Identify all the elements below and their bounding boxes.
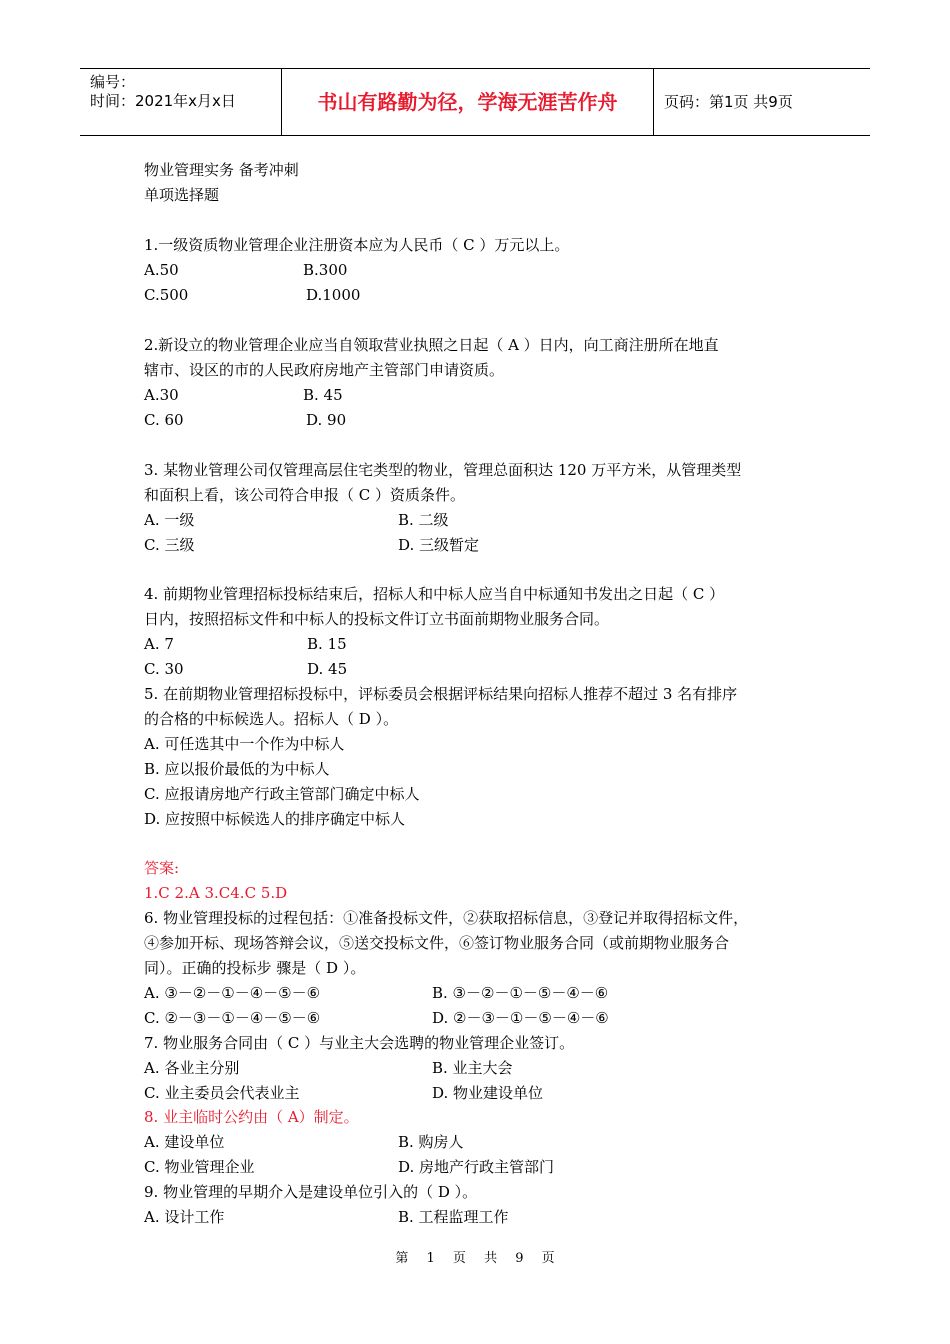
- time-label: 时间：2021年x月x日: [90, 92, 236, 110]
- option: B. 15: [307, 635, 347, 653]
- question-stem: 3. 某物业管理公司仅管理高层住宅类型的物业，管理总面积达 120 万平方米，从管理类型: [144, 461, 742, 479]
- question-stem: 的合格的中标候选人。招标人（ D ）。: [144, 710, 399, 728]
- footer-text: 第: [395, 1251, 409, 1266]
- question-stem: 8. 业主临时公约由（ A）制定。: [144, 1108, 359, 1126]
- option: D.1000: [306, 286, 361, 304]
- option: B. 工程监理工作: [398, 1208, 509, 1226]
- option: A. 设计工作: [144, 1208, 225, 1226]
- option: C. 三级: [144, 536, 195, 554]
- option: B. 二级: [398, 511, 449, 529]
- header-meta: [80, 69, 282, 135]
- footer-text: 共: [484, 1251, 498, 1266]
- question-stem: 6. 物业管理投标的过程包括：①准备投标文件，②获取招标信息，③登记并取得招标文件，: [144, 909, 749, 927]
- section-title: 单项选择题: [144, 186, 220, 204]
- option: D. 90: [306, 411, 347, 429]
- option: C. 物业管理企业: [144, 1158, 255, 1176]
- question-stem: 同）。正确的投标步 骤是（ D ）。: [144, 959, 366, 977]
- option: C. 30: [144, 660, 184, 678]
- footer-total-pages: 9: [515, 1251, 524, 1266]
- option: C. 应报请房地产行政主管部门确定中标人: [144, 785, 420, 803]
- question-stem: 2.新设立的物业管理企业应当自领取营业执照之日起（ A ）日内，向工商注册所在地直: [144, 336, 719, 354]
- option: D. 应按照中标候选人的排序确定中标人: [144, 810, 406, 828]
- document-header: [80, 68, 870, 136]
- option: A. 各业主分别: [144, 1059, 240, 1077]
- option: C. 60: [144, 411, 184, 429]
- option: B. 业主大会: [432, 1059, 513, 1077]
- option: C.500: [144, 286, 189, 304]
- doc-title: 物业管理实务 备考冲刺: [144, 161, 299, 179]
- option: A. ③－②－①－④－⑤－⑥: [144, 984, 321, 1002]
- option: B. ③－②－①－⑤－④－⑥: [432, 984, 609, 1002]
- option: B. 45: [303, 386, 343, 404]
- number-label: 编号：: [90, 73, 136, 91]
- option: A. 一级: [144, 511, 195, 529]
- question-stem: 1.一级资质物业管理企业注册资本应为人民币（ C ）万元以上。: [144, 236, 570, 254]
- option: A. 建设单位: [144, 1133, 225, 1151]
- option: A.50: [144, 261, 179, 279]
- option: A. 可任选其中一个作为中标人: [144, 735, 345, 753]
- footer-text: 页: [452, 1251, 466, 1266]
- question-stem: 7. 物业服务合同由（ C ）与业主大会选聘的物业管理企业签订。: [144, 1034, 575, 1052]
- option: D. 45: [307, 660, 348, 678]
- page-footer: [0, 1247, 950, 1266]
- option: C. 业主委员会代表业主: [144, 1084, 300, 1102]
- answers-label: 答案:: [144, 859, 180, 877]
- footer-current-page: 1: [426, 1251, 435, 1266]
- answers-text: 1.C 2.A 3.C4.C 5.D: [144, 884, 288, 902]
- option: D. ②－③－①－⑤－④－⑥: [432, 1009, 609, 1027]
- question-stem: 日内，按照招标文件和中标人的投标文件订立书面前期物业服务合同。: [144, 610, 610, 628]
- header-motto: 书山有路勤为径，学海无涯苦作舟: [282, 69, 654, 135]
- option: A. 7: [144, 635, 174, 653]
- question-stem: 4. 前期物业管理招标投标结束后，招标人和中标人应当自中标通知书发出之日起（ C ）: [144, 585, 725, 603]
- footer-text: 页: [541, 1251, 555, 1266]
- option: C. ②－③－①－④－⑤－⑥: [144, 1009, 321, 1027]
- question-stem: 5. 在前期物业管理招标投标中，评标委员会根据评标结果向招标人推荐不超过 3 名有排序: [144, 685, 738, 703]
- question-stem: 辖市、设区的市的人民政府房地产主管部门申请资质。: [144, 361, 505, 379]
- option: B. 应以报价最低的为中标人: [144, 760, 330, 778]
- question-stem: ④参加开标、现场答辩会议，⑤送交投标文件，⑥签订物业服务合同（或前期物业服务合: [144, 934, 730, 952]
- question-stem: 9. 物业管理的早期介入是建设单位引入的（ D ）。: [144, 1183, 478, 1201]
- option: D. 物业建设单位: [432, 1084, 544, 1102]
- header-page-info: 页码：第1页 共9页: [664, 93, 793, 111]
- option: D. 三级暂定: [398, 536, 480, 554]
- option: B.300: [303, 261, 348, 279]
- option: D. 房地产行政主管部门: [398, 1158, 555, 1176]
- option: A.30: [144, 386, 179, 404]
- option: B. 购房人: [398, 1133, 464, 1151]
- question-stem: 和面积上看，该公司符合申报（ C ）资质条件。: [144, 486, 466, 504]
